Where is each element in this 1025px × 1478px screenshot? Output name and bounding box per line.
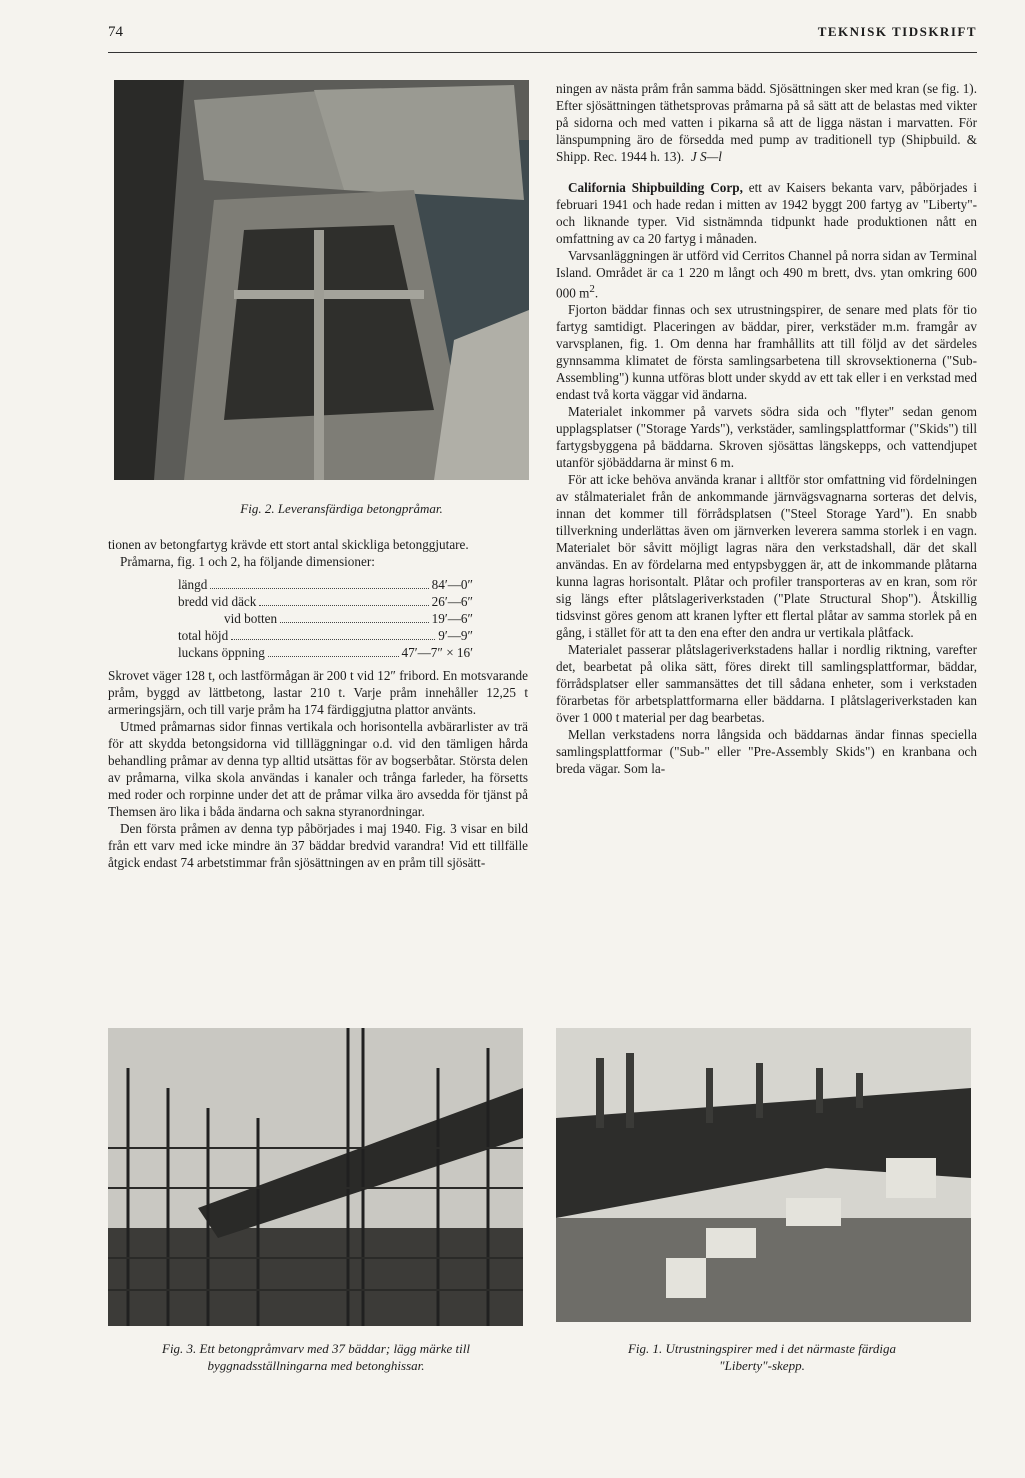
fig3-scaffolding-photo bbox=[108, 1028, 523, 1326]
dimension-row bbox=[178, 627, 473, 644]
dim-label: längd bbox=[178, 577, 208, 592]
company-name: California Shipbuilding Corp, bbox=[568, 180, 743, 195]
dimension-row bbox=[178, 644, 473, 661]
dim-label: luckans öppning bbox=[178, 645, 265, 660]
right-p8: Mellan verkstadens norra långsida och bäddarnas ändar finnas speciella samlingsplattformar ("Sub-" eller "Pre-Assembly Skids") en kranbana och breda vägar. Som la- bbox=[556, 727, 977, 777]
dimension-row bbox=[178, 576, 473, 593]
dim-value: 47′—7″ × 16′ bbox=[401, 645, 473, 660]
left-p3: Skrovet väger 128 t, och lastförmågan är 200 t vid 12″ fribord. En motsvarande pråm, byggd av lättbetong, lastar 210 t. Varje pråm innehåller 12,25 t armeringsjärn, och till varje pråm ha 174 färdiggjutna plattor använts. bbox=[108, 668, 528, 717]
fig1-caption: Fig. 1. Utrustningspirer med i det närmaste färdiga "Liberty"-skepp. bbox=[627, 1341, 897, 1373]
right-column bbox=[556, 80, 977, 777]
fig1-ships-photo bbox=[556, 1028, 971, 1322]
right-p2: California Shipbuilding Corp, ett av Kaisers bekanta varv, påbörjades i februari 1941 och hade redan i mitten av 1942 byggt 200 fartyg av "Liberty"- och liknande typer. Vid sistnämnda tidpunkt hade produktionen nått en omfattning av ca 20 fartyg i månaden. bbox=[556, 180, 978, 246]
right-p5: Materialet inkommer på varvets södra sida och "flyter" sedan genom upplagsplatser ("Storage Yards"), verkstäder, samlingsplattformar ("Skids") till fartygsbyggena på bäddarna. Skroven sjösättas längskepps, och vattendjupet utanför sjöbäddarna är minst 6 m. bbox=[556, 404, 977, 471]
dimension-row bbox=[178, 593, 473, 610]
dim-value: 26′—6″ bbox=[431, 594, 473, 609]
fig3-caption: Fig. 3. Ett betongpråmvarv med 37 bäddar; lägg märke till byggnadsställningarna med betonghissar. bbox=[162, 1341, 470, 1373]
right-p4: Fjorton bäddar finnas och sex utrustningspirer, de senare med plats för tio fartyg samtidigt. Placeringen av bäddar, pirer, verkstäder m.m. framgår av varvsplanen, fig. 1. Om denna har framhållits att till följd av det särdeles gynnsamma klimatet de första samlingsarbetena till skrovsektionerna ("Sub-Assembling") kunna utföras blott under skydd av ett tak eller i en verkstad med endast två korta väggar vid ändarna. bbox=[556, 302, 977, 403]
dim-value: 84′—0″ bbox=[431, 577, 473, 592]
dimensions-table bbox=[178, 576, 473, 661]
page-number: 74 bbox=[108, 24, 123, 40]
journal-title: TEKNISK TIDSKRIFT bbox=[817, 24, 977, 39]
dim-label: bredd vid däck bbox=[178, 594, 257, 609]
dim-value: 19′—6″ bbox=[431, 611, 473, 626]
right-p7: Materialet passerar plåtslageriverkstadens hallar i nordlig riktning, varefter det, bearbetat på olika sätt, föres direkt till samlingsplattformar, bäddar, förrådsplatser eller sammansättes det till sådana enheter, som i verkstaden förarbetas för arbetsplattformarna eller bäddarna. I plåtslageriverkstaden kan över 1 000 t material per dag bearbetas. bbox=[556, 642, 977, 726]
dimension-row bbox=[178, 610, 473, 627]
right-p6: För att icke behöva använda kranar i alltför stor omfattning vid fördelningen av stålmaterialet från de ankommande järnvägsvagnarna sorteras det delvis, innan det kommer till förrådsplatsen ("Steel Storage Yard"). En snabb tillverkning underlättas även om järnverken leverera samma storlek i en vagn. Materialet bör såvitt möjligt lagras nära den verkstadshall, där det skall användas. En av fördelarna med entypsbyggen är, att de inkommande plåtarna kunna lagras horisontalt. Plåtar och profiler transporteras av en kran, som rör sig längs efter plåtslageriverkstaden ("Plate Structural Shop"). Åtskillig tidsvinst göres genom att kranen lyfter ett flertal plåtar av samma storlek på en gång, i stället för att ta den ena efter den andra ur vertikala plåtfack. bbox=[556, 472, 977, 641]
dim-label: vid botten bbox=[224, 611, 278, 626]
dim-value: 9′—9″ bbox=[438, 628, 473, 643]
page-header bbox=[108, 24, 977, 46]
dim-label: total höjd bbox=[178, 628, 229, 643]
left-column bbox=[108, 536, 528, 871]
header-rule bbox=[108, 52, 977, 53]
left-p4: Utmed pråmarnas sidor finnas vertikala och horisontella avbärarlister av trä för att skydda betongsidorna vid tillläggningar o.d. vid den tämligen hårda behandling pråmar av denna typ alltid utsättas för av bogserbåtar. Största delen av pråmarna, vilka skola användas i kanaler och trånga farleder, ha försetts med roder och rorpinne under det att de pråmar vilka äro avsedda för tjänst på Themsen äro lika i båda ändarna och sakna styranordningar. bbox=[108, 719, 528, 819]
left-p1: tionen av betongfartyg krävde ett stort antal skickliga betonggjutare. bbox=[108, 537, 469, 552]
right-p1: ningen av nästa pråm från samma bädd. Sjösättningen sker med kran (se fig. 1). Efter sjösättningen täthetsprovas pråmarna på så sätt att de belastas med vikter på sidorna och med vatten i pikarna så att de ligga nästan i marvatten. För länspumpning äro de försedda med pump av traditionell typ (Shipbuild. & Shipp. Rec. 1944 h. 13). J S—l bbox=[556, 81, 977, 164]
fig2-barges-photo bbox=[114, 80, 529, 480]
signature: J S—l bbox=[690, 149, 722, 164]
left-p5: Den första pråmen av denna typ påbörjades i maj 1940. Fig. 3 visar en bild från ett varv med icke mindre än 37 bäddar bredvid varandra! Vid ett tillfälle åtgick endast 74 arbetstimmar från sjösättningen av en pråm till sjösätt- bbox=[108, 821, 528, 870]
right-p3: Varvsanläggningen är utförd vid Cerritos Channel på norra sidan av Terminal Island. Området är ca 1 220 m långt och 490 m brett, dvs. ytan omkring 600 000 $m^2$. bbox=[556, 248, 977, 301]
fig2-caption: Fig. 2. Leveransfärdiga betongpråmar. bbox=[240, 501, 443, 516]
left-p2: Pråmarna, fig. 1 och 2, ha följande dimensioner: bbox=[120, 554, 375, 569]
